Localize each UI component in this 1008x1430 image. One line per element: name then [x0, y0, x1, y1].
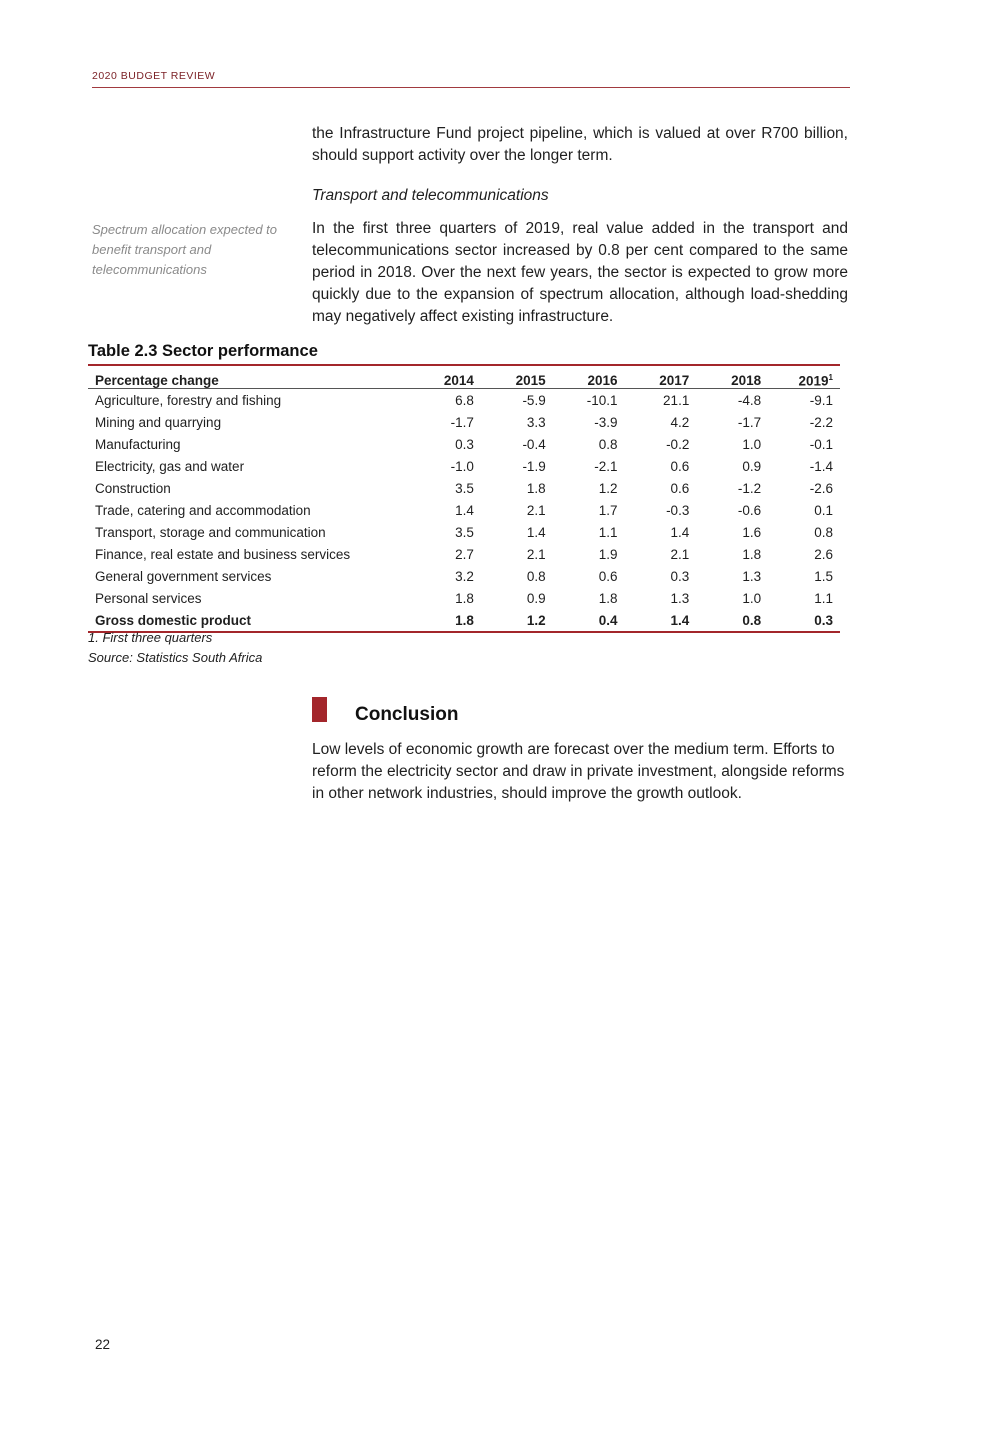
table-cell: -0.4	[522, 436, 546, 452]
table-cell: 0.1	[814, 502, 833, 518]
table-cell: -1.7	[737, 414, 762, 430]
sector-label: Mining and quarrying	[95, 414, 222, 430]
table-cell: 1.0	[742, 436, 762, 452]
table-cell: -0.6	[737, 502, 762, 518]
table-cell: -1.2	[737, 480, 762, 496]
table-cell: 2.7	[455, 546, 474, 562]
sector-label: Gross domestic product	[88, 609, 409, 632]
table-cell: 1.9	[598, 546, 618, 562]
table-cell: 0.3	[455, 436, 474, 452]
table-cell: 1.8	[526, 480, 546, 496]
table-cell: -4.8	[737, 392, 762, 408]
table-cell: 0.3	[768, 609, 840, 632]
sector-performance-table	[88, 364, 840, 633]
table-cell: -1.7	[450, 414, 474, 430]
table-cell: 3.2	[455, 568, 474, 584]
year-header	[768, 365, 840, 389]
table-cell: -5.9	[522, 392, 546, 408]
table-row	[88, 455, 840, 477]
table-cell: 2.1	[670, 546, 690, 562]
table-cell: -2.2	[809, 414, 833, 430]
section-marker	[312, 697, 327, 722]
table-cell: -1.0	[450, 458, 474, 474]
table-cell: 1.4	[526, 524, 546, 540]
table-cell: 1.3	[670, 590, 690, 606]
table-cell: 21.1	[663, 392, 690, 408]
sector-label: Agriculture, forestry and fishing	[95, 392, 282, 408]
table-cell: -0.2	[666, 436, 690, 452]
sector-label: Finance, real estate and business services	[95, 546, 351, 562]
table-cell: 1.8	[409, 609, 481, 632]
table-cell: 1.2	[598, 480, 618, 496]
conclusion-paragraph: Low levels of economic growth are forecast over the medium term. Efforts to reform the electricity sector and draw in private investment, alongside reforms in other network industries, should improve the growth outlook.	[312, 741, 845, 802]
table-cell: 1.0	[742, 590, 762, 606]
table-cell: 0.8	[814, 524, 833, 540]
table-row	[88, 499, 840, 521]
footnote-marker: 1	[828, 372, 833, 382]
header-label: Percentage change	[88, 365, 409, 389]
table-row	[88, 587, 840, 609]
table-row	[88, 477, 840, 499]
table-cell: 1.1	[598, 524, 618, 540]
table-cell: 1.8	[742, 546, 762, 562]
table-source: Source: Statistics South Africa	[88, 650, 263, 665]
table-cell: 1.4	[625, 609, 697, 632]
section-subheading: Transport and telecommunications	[312, 187, 549, 204]
table-cell: 1.5	[814, 568, 833, 584]
table-cell: 1.4	[455, 502, 474, 518]
year-header-text: 2019	[798, 373, 829, 388]
table-cell: 0.8	[526, 568, 546, 584]
conclusion-heading: Conclusion	[355, 704, 459, 725]
page-number: 22	[95, 1337, 111, 1352]
table-cell: 1.3	[742, 568, 762, 584]
table-cell: 1.1	[814, 590, 833, 606]
table-cell: -0.3	[666, 502, 690, 518]
sector-label: Electricity, gas and water	[95, 458, 245, 474]
year-header: 2016	[553, 365, 625, 389]
table-row	[88, 433, 840, 455]
table-row	[88, 411, 840, 433]
table-cell: 2.6	[814, 546, 833, 562]
margin-note: Spectrum allocation expected to benefit transport and telecommunications	[92, 222, 277, 277]
table-cell: 1.4	[670, 524, 690, 540]
table-cell: 1.6	[742, 524, 762, 540]
table-cell: -3.9	[594, 414, 618, 430]
table-cell: 1.7	[598, 502, 618, 518]
table-row	[88, 389, 840, 412]
table-cell: 0.8	[598, 436, 618, 452]
table-cell: -1.4	[809, 458, 833, 474]
table-row	[88, 565, 840, 587]
table-cell: 3.5	[455, 524, 474, 540]
table-cell: -1.9	[522, 458, 546, 474]
total-row	[88, 609, 840, 632]
intro-paragraph: the Infrastructure Fund project pipeline, which is valued at over R700 billion, should support activity over the longer term.	[312, 125, 848, 164]
table-cell: 0.9	[526, 590, 546, 606]
table-cell: -0.1	[809, 436, 833, 452]
transport-paragraph: In the first three quarters of 2019, real value added in the transport and telecommunications sector increased by 0.8 per cent compared to the same period in 2018. Over the next few years, the sector is expected to grow more quickly due to the expansion of spectrum allocation, although load-shedding may negatively affect existing infrastructure.	[312, 220, 848, 325]
table-title: Table 2.3 Sector performance	[88, 342, 318, 360]
sector-label: Trade, catering and accommodation	[95, 502, 311, 518]
table-cell: 2.1	[526, 502, 546, 518]
table-footnote: 1. First three quarters	[88, 630, 213, 645]
table-cell: 3.3	[526, 414, 546, 430]
table-cell: 3.5	[455, 480, 474, 496]
table-cell: -2.6	[809, 480, 833, 496]
year-header: 2018	[696, 365, 768, 389]
table-cell: -9.1	[809, 392, 833, 408]
table-cell: 0.8	[696, 609, 768, 632]
table-cell: 6.8	[455, 392, 474, 408]
table-cell: 0.6	[670, 480, 690, 496]
table-cell: 0.9	[742, 458, 762, 474]
year-header: 2014	[409, 365, 481, 389]
sector-label: Personal services	[95, 590, 202, 606]
table-cell: 0.3	[670, 568, 690, 584]
table-cell: 1.8	[598, 590, 618, 606]
table-cell: -2.1	[594, 458, 618, 474]
running-header: 2020 BUDGET REVIEW	[92, 70, 216, 82]
table-row	[88, 543, 840, 565]
sector-label: Transport, storage and communication	[95, 524, 326, 540]
table-cell: 4.2	[670, 414, 690, 430]
table-cell: 0.6	[598, 568, 618, 584]
table-cell: 0.4	[553, 609, 625, 632]
year-header: 2017	[625, 365, 697, 389]
header-rule	[92, 87, 850, 88]
table-row	[88, 521, 840, 543]
table-cell: 0.6	[670, 458, 690, 474]
sector-label: Construction	[95, 480, 171, 496]
table-cell: 1.2	[481, 609, 553, 632]
sector-label: General government services	[95, 568, 272, 584]
table-header-row	[88, 365, 840, 389]
sector-label: Manufacturing	[95, 436, 181, 452]
year-header: 2015	[481, 365, 553, 389]
table-cell: 1.8	[455, 590, 474, 606]
table-cell: 2.1	[526, 546, 546, 562]
table-cell: -10.1	[586, 392, 618, 408]
